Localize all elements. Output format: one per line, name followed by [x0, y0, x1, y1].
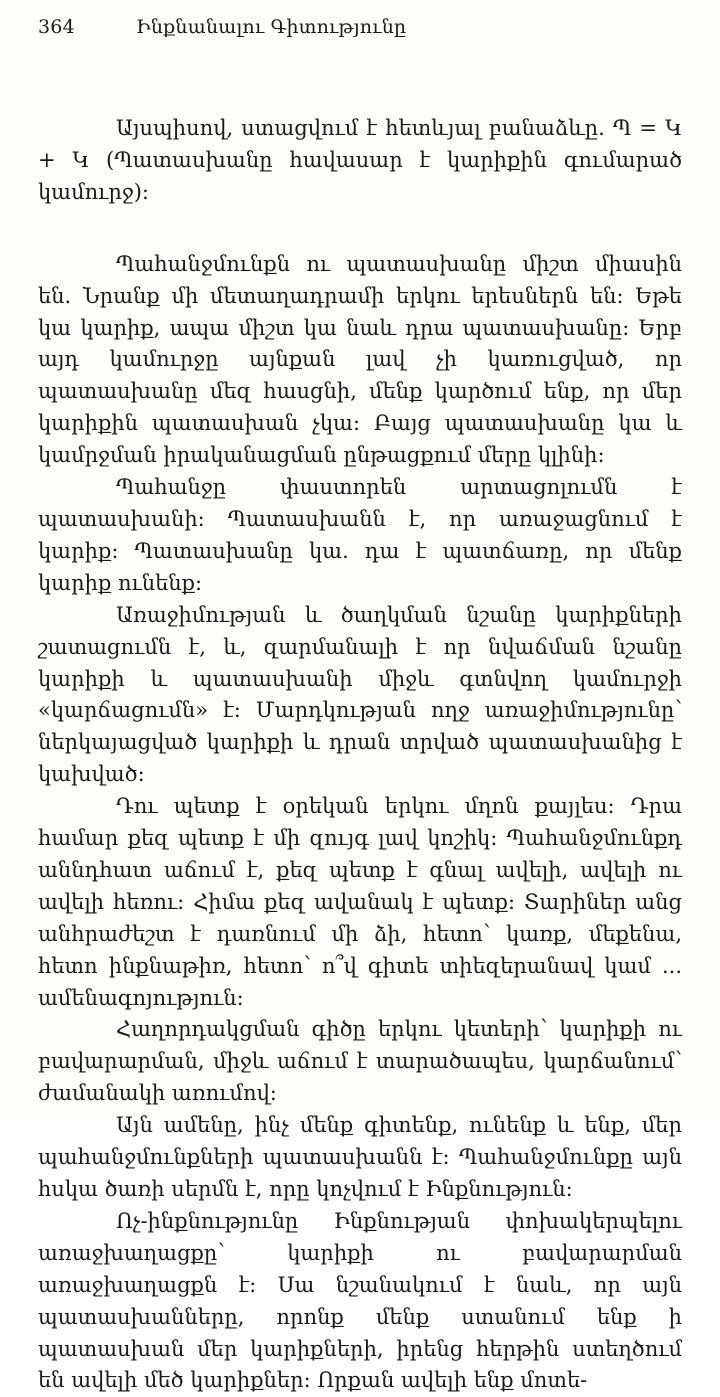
paragraph: Այն ամենը, ինչ մենք գիտենք, ունենք և ենք, մեր պահանջմունքների պատասխանն է: Պահանջմունքը այն հսկա ծառի սերմն է, որը կոչվում է Ինքնություն: [38, 1113, 682, 1201]
paragraph: Պահանջը փաստորեն արտացոլումն է պատասխանի: Պատասխանն է, որ առաջացնում է կարիք: Պատասխանը կա. դա է պատճառը, որ մենք կարիք ունենք: [38, 475, 682, 595]
running-head [38, 16, 406, 38]
running-title: Ինքնանալու Գիտությունը [136, 16, 407, 38]
paragraph: Հաղորդակցման գիծը երկու կետերի՝ կարիքի ու բավարարման, միջև աճում է տարածապես, կարճանում՝ ժամանակի առումով: [38, 1017, 682, 1106]
paragraph-formula: Այսպիսով, ստացվում է հետևյալ բանաձևը. Պ = Կ + Կ (Պատասխանը հավասար է կարիքին գումարած կամուրջ): [38, 116, 682, 204]
paragraph: Դու պետք է օրեկան երկու մղոն քայլես: Դրա համար քեզ պետք է մի զույգ լավ կոշիկ: Պահանջմունքդ աննդհատ աճում է, քեզ պետք է գնալ ավելի, ավելի ու ավելի հեռու: Հիմա քեզ ավանակ է պետք: Տարիներ անց անհրաժեշտ է դառնում մի ձի, հետո՝ կառք, մեքենա, հետո ինքնաթիռ, հետո՝ ո՞վ գիտե տիեզերանավ կամ ... ամենագոյություն: [38, 794, 682, 1010]
page-number: 364 [38, 16, 75, 38]
paragraph: Առաջիմության և ծաղկման նշանը կարիքների շատացումն է, և, զարմանալի է որ նվաճման նշանը կարիքի և պատասխանի միջև գտնվող կամուրջի «կարճացումն» է: Մարդկության ողջ առաջիմությունը՝ ներկայացված կարիքի և դրան տրված պատասխանից է կախված: [38, 602, 682, 787]
paragraph: Պահանջմունքն ու պատասխանը միշտ միասին են. Նրանք մի մետաղադրամի երկու երեսներն են: Եթե կա կարիք, ապա միշտ կա նաև դրա պատասխանը: Երբ այդ կամուրջը այնքան լավ չի կառուցված, որ պատասխանը մեզ հասցնի, մենք կարծում ենք, որ մեր կարիքին պատասխան չկա: Բայց պատասխանը կա և կամրջման իրականացման ընթացքում մերը կլինի: [38, 251, 682, 468]
paragraph: Ոչ-ինքնությունը Ինքնության փոխակերպելու առաջխաղացքը՝ կարիքի ու բավարարման առաջխաղացքն է: Սա նշանակում է նաև, որ այն պատասխանները, որոնք մենք ստանում ենք ի պատասխան մեր կարիքների, իրենց հերթին ստեղծում են ավելի մեծ կարիքներ: Որքան ավելի ենք մոտե- [38, 1208, 682, 1393]
body-text [38, 113, 682, 1397]
